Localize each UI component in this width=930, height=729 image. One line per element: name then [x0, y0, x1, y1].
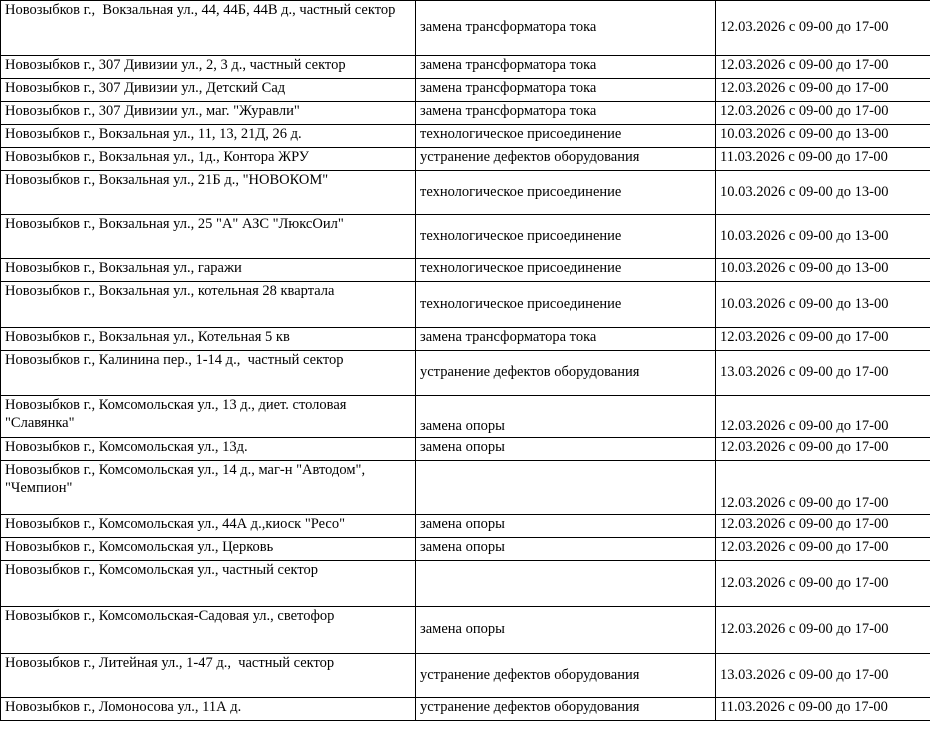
table-row — [1, 461, 930, 515]
cell-reason: технологическое присоединение — [416, 215, 716, 259]
table-row — [1, 259, 930, 282]
table-row — [1, 125, 930, 148]
cell-address: Новозыбков г., Комсомольская ул., 13д. — [1, 438, 416, 461]
cell-address: Новозыбков г., Комсомольская ул., 44А д.,киоск "Ресо" — [1, 515, 416, 538]
table-row — [1, 328, 930, 351]
cell-period: 12.03.2026 с 09-00 до 17-00 — [716, 461, 930, 515]
cell-period: 12.03.2026 с 09-00 до 17-00 — [716, 538, 930, 561]
cell-address: Новозыбков г., Комсомольская-Садовая ул., светофор — [1, 607, 416, 654]
cell-period: 12.03.2026 с 09-00 до 17-00 — [716, 102, 930, 125]
table-row — [1, 438, 930, 461]
cell-reason: замена опоры — [416, 538, 716, 561]
cell-address: Новозыбков г., Калинина пер., 1-14 д., частный сектор — [1, 351, 416, 396]
table-row — [1, 1, 930, 56]
table-row — [1, 654, 930, 698]
cell-period: 12.03.2026 с 09-00 до 17-00 — [716, 607, 930, 654]
cell-reason — [416, 461, 716, 515]
cell-address: Новозыбков г., Литейная ул., 1-47 д., частный сектор — [1, 654, 416, 698]
table-row — [1, 102, 930, 125]
cell-reason: устранение дефектов оборудования — [416, 698, 716, 721]
cell-period: 12.03.2026 с 09-00 до 17-00 — [716, 56, 930, 79]
cell-address: Новозыбков г., 307 Дивизии ул., маг. "Журавли" — [1, 102, 416, 125]
cell-period: 11.03.2026 с 09-00 до 17-00 — [716, 148, 930, 171]
cell-reason: замена трансформатора тока — [416, 328, 716, 351]
cell-reason: технологическое присоединение — [416, 171, 716, 215]
table-row — [1, 148, 930, 171]
cell-reason: технологическое присоединение — [416, 259, 716, 282]
cell-period: 10.03.2026 с 09-00 до 13-00 — [716, 171, 930, 215]
table-row — [1, 56, 930, 79]
cell-reason: технологическое присоединение — [416, 125, 716, 148]
table-row — [1, 698, 930, 721]
cell-period: 10.03.2026 с 09-00 до 13-00 — [716, 215, 930, 259]
cell-period: 12.03.2026 с 09-00 до 17-00 — [716, 79, 930, 102]
table-row — [1, 171, 930, 215]
cell-reason: устранение дефектов оборудования — [416, 351, 716, 396]
table-row — [1, 538, 930, 561]
cell-reason: замена опоры — [416, 515, 716, 538]
cell-address: Новозыбков г., Комсомольская ул., частный сектор — [1, 561, 416, 607]
table-row — [1, 607, 930, 654]
cell-address: Новозыбков г., Вокзальная ул., гаражи — [1, 259, 416, 282]
cell-address: Новозыбков г., Вокзальная ул., 21Б д., "НОВОКОМ" — [1, 171, 416, 215]
cell-address: Новозыбков г., Вокзальная ул., 11, 13, 21Д, 26 д. — [1, 125, 416, 148]
cell-period: 10.03.2026 с 09-00 до 13-00 — [716, 282, 930, 328]
cell-address: Новозыбков г., Вокзальная ул., Котельная 5 кв — [1, 328, 416, 351]
table-row — [1, 515, 930, 538]
cell-reason: замена трансформатора тока — [416, 1, 716, 56]
cell-address: Новозыбков г., Вокзальная ул., 44, 44Б, 44В д., частный сектор — [1, 1, 416, 56]
cell-address: Новозыбков г., Комсомольская ул., 14 д., маг-н "Автодом", "Чемпион" — [1, 461, 416, 515]
cell-reason: устранение дефектов оборудования — [416, 148, 716, 171]
table-row — [1, 396, 930, 438]
cell-period: 12.03.2026 с 09-00 до 17-00 — [716, 438, 930, 461]
cell-period: 13.03.2026 с 09-00 до 17-00 — [716, 654, 930, 698]
cell-reason: замена трансформатора тока — [416, 79, 716, 102]
cell-period: 10.03.2026 с 09-00 до 13-00 — [716, 259, 930, 282]
cell-address: Новозыбков г., 307 Дивизии ул., 2, 3 д., частный сектор — [1, 56, 416, 79]
table-row — [1, 561, 930, 607]
cell-address: Новозыбков г., Ломоносова ул., 11А д. — [1, 698, 416, 721]
cell-period: 11.03.2026 с 09-00 до 17-00 — [716, 698, 930, 721]
cell-address: Новозыбков г., Вокзальная ул., котельная 28 квартала — [1, 282, 416, 328]
cell-address: Новозыбков г., Комсомольская ул., Церковь — [1, 538, 416, 561]
cell-reason — [416, 561, 716, 607]
cell-reason: замена трансформатора тока — [416, 102, 716, 125]
cell-reason: замена опоры — [416, 438, 716, 461]
cell-period: 12.03.2026 с 09-00 до 17-00 — [716, 396, 930, 438]
cell-period: 12.03.2026 с 09-00 до 17-00 — [716, 1, 930, 56]
cell-period: 10.03.2026 с 09-00 до 13-00 — [716, 125, 930, 148]
cell-reason: замена опоры — [416, 396, 716, 438]
cell-reason: замена трансформатора тока — [416, 56, 716, 79]
cell-address: Новозыбков г., Вокзальная ул., 1д., Контора ЖРУ — [1, 148, 416, 171]
table-row — [1, 215, 930, 259]
cell-address: Новозыбков г., 307 Дивизии ул., Детский Сад — [1, 79, 416, 102]
table-body — [1, 1, 930, 721]
cell-period: 12.03.2026 с 09-00 до 17-00 — [716, 515, 930, 538]
cell-period: 12.03.2026 с 09-00 до 17-00 — [716, 561, 930, 607]
cell-period: 12.03.2026 с 09-00 до 17-00 — [716, 328, 930, 351]
cell-reason: технологическое присоединение — [416, 282, 716, 328]
table-row — [1, 79, 930, 102]
cell-address: Новозыбков г., Вокзальная ул., 25 "А" АЗС "ЛюксОил" — [1, 215, 416, 259]
cell-reason: замена опоры — [416, 607, 716, 654]
table-row — [1, 282, 930, 328]
cell-period: 13.03.2026 с 09-00 до 17-00 — [716, 351, 930, 396]
cell-reason: устранение дефектов оборудования — [416, 654, 716, 698]
cell-address: Новозыбков г., Комсомольская ул., 13 д., диет. столовая "Славянка" — [1, 396, 416, 438]
table-row — [1, 351, 930, 396]
